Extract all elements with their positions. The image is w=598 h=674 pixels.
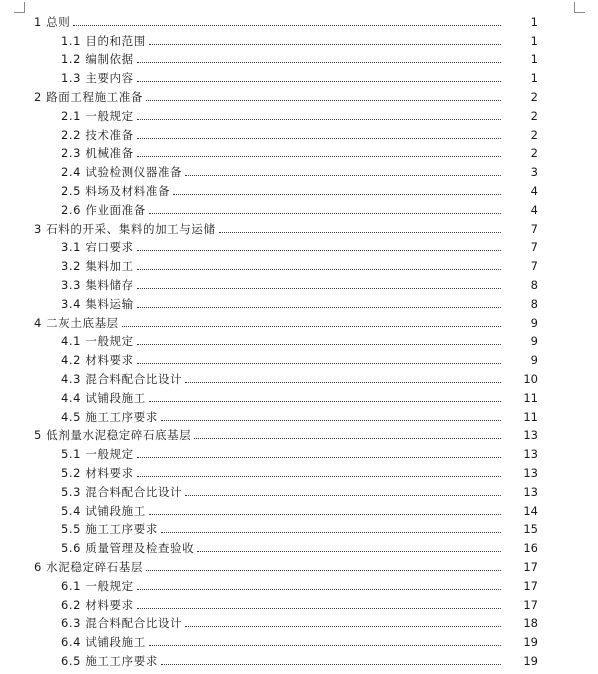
- toc-dot-leader: [161, 420, 501, 421]
- toc-dot-leader: [194, 438, 501, 439]
- toc-page-number: 1: [530, 33, 538, 48]
- toc-page-number: 17: [523, 597, 538, 612]
- toc-entry-section[interactable]: [0, 292, 598, 311]
- toc-entry-title[interactable]: 2 路面工程施工准备: [34, 89, 143, 104]
- toc-entry-title[interactable]: 5.2 材料要求: [61, 465, 134, 480]
- toc-entry-title[interactable]: 5.3 混合料配合比设计: [61, 484, 183, 499]
- toc-entry-title[interactable]: 2.6 作业面准备: [61, 202, 146, 217]
- toc-page-number: 17: [523, 559, 538, 574]
- toc-page-number: 8: [530, 277, 538, 292]
- toc-dot-leader: [137, 363, 501, 364]
- toc-entry-title[interactable]: 2.5 料场及材料准备: [61, 183, 171, 198]
- toc-dot-leader: [137, 288, 501, 289]
- toc-entry-section[interactable]: [0, 536, 598, 555]
- toc-entry-title[interactable]: 3.4 集料运输: [61, 296, 134, 311]
- toc-entry-chapter[interactable]: [0, 217, 598, 236]
- toc-entry-section[interactable]: [0, 66, 598, 85]
- toc-entry-section[interactable]: [0, 367, 598, 386]
- toc-entry-title[interactable]: 3 石料的开采、集料的加工与运储: [34, 221, 216, 236]
- toc-entry-title[interactable]: 4.3 混合料配合比设计: [61, 371, 183, 386]
- toc-entry-section[interactable]: [0, 104, 598, 123]
- toc-entry-title[interactable]: 4.4 试铺段施工: [61, 390, 146, 405]
- toc-entry-title[interactable]: 6 水泥稳定碎石基层: [34, 559, 143, 574]
- toc-entry-title[interactable]: 5.4 试铺段施工: [61, 503, 146, 518]
- toc-page-number: 9: [530, 334, 538, 349]
- toc-page-number: 15: [523, 522, 538, 537]
- toc-entry-title[interactable]: 1.1 目的和范围: [61, 33, 146, 48]
- toc-entry-title[interactable]: 6.5 施工工序要求: [61, 653, 158, 668]
- toc-dot-leader: [137, 250, 501, 251]
- toc-page-number: 19: [523, 653, 538, 668]
- toc-entry-title[interactable]: 3.2 集料加工: [61, 259, 134, 274]
- toc-dot-leader: [219, 232, 501, 233]
- toc-entry-title[interactable]: 2.4 试验检测仪器准备: [61, 165, 183, 180]
- toc-page-number: 11: [523, 390, 538, 405]
- toc-dot-leader: [161, 664, 501, 665]
- toc-entry-section[interactable]: [0, 442, 598, 461]
- toc-dot-leader: [137, 138, 501, 139]
- toc-entry-title[interactable]: 2.3 机械准备: [61, 146, 134, 161]
- toc-entry-title[interactable]: 5.5 施工工序要求: [61, 522, 158, 537]
- toc-dot-leader: [149, 44, 501, 45]
- toc-entry-title[interactable]: 6.2 材料要求: [61, 597, 134, 612]
- toc-dot-leader: [137, 269, 501, 270]
- toc-entry-title[interactable]: 5.1 一般规定: [61, 447, 134, 462]
- toc-entry-title[interactable]: 5.6 质量管理及检查验收: [61, 541, 195, 556]
- toc-entry-section[interactable]: [0, 405, 598, 424]
- toc-entry-section[interactable]: [0, 198, 598, 217]
- toc-entry-title[interactable]: 6.1 一般规定: [61, 578, 134, 593]
- toc-page-number: 9: [530, 315, 538, 330]
- toc-dot-leader: [137, 156, 501, 157]
- toc-page-number: 7: [530, 221, 538, 236]
- toc-dot-leader: [137, 608, 501, 609]
- toc-dot-leader: [137, 457, 501, 458]
- toc-entry-chapter[interactable]: [0, 555, 598, 574]
- toc-dot-leader: [73, 25, 501, 26]
- toc-dot-leader: [137, 589, 501, 590]
- toc-entry-title[interactable]: 3.3 集料储存: [61, 277, 134, 292]
- toc-dot-leader: [149, 213, 501, 214]
- toc-page-number: 2: [530, 108, 538, 123]
- toc-entry-section[interactable]: [0, 273, 598, 292]
- toc-entry-chapter[interactable]: [0, 424, 598, 443]
- toc-page-number: 19: [523, 635, 538, 650]
- toc-entry-section[interactable]: [0, 179, 598, 198]
- toc-entry-title[interactable]: 4 二灰土底基层: [34, 315, 119, 330]
- toc-entry-section[interactable]: [0, 630, 598, 649]
- toc-entry-section[interactable]: [0, 499, 598, 518]
- toc-entry-section[interactable]: [0, 518, 598, 537]
- toc-entry-title[interactable]: 6.4 试铺段施工: [61, 635, 146, 650]
- toc-entry-title[interactable]: 5 低剂量水泥稳定碎石底基层: [34, 428, 192, 443]
- toc-page-number: 14: [523, 503, 538, 518]
- toc-dot-leader: [149, 514, 501, 515]
- toc-entry-title[interactable]: 3.1 宕口要求: [61, 240, 134, 255]
- toc-entry-title[interactable]: 1 总则: [34, 14, 71, 29]
- toc-page-number: 2: [530, 146, 538, 161]
- toc-page-number: 4: [530, 183, 538, 198]
- toc-dot-leader: [137, 307, 501, 308]
- toc-page-number: 3: [530, 165, 538, 180]
- toc-page-number: 4: [530, 202, 538, 217]
- toc-entry-title[interactable]: 1.3 主要内容: [61, 71, 134, 86]
- toc-page-number: 9: [530, 353, 538, 368]
- toc-dot-leader: [137, 119, 501, 120]
- toc-entry-section[interactable]: [0, 386, 598, 405]
- toc-dot-leader: [173, 194, 501, 195]
- toc-entry-section[interactable]: [0, 612, 598, 631]
- toc-entry-title[interactable]: 4.1 一般规定: [61, 334, 134, 349]
- toc-entry-title[interactable]: 6.3 混合料配合比设计: [61, 616, 183, 631]
- toc-page-number: 17: [523, 578, 538, 593]
- toc-entry-chapter[interactable]: [0, 311, 598, 330]
- toc-dot-leader: [185, 626, 501, 627]
- toc-page-number: 2: [530, 89, 538, 104]
- toc-dot-leader: [197, 551, 501, 552]
- toc-entry-section[interactable]: [0, 574, 598, 593]
- toc-page-number: 18: [523, 616, 538, 631]
- toc-dot-leader: [122, 326, 501, 327]
- toc-entry-title[interactable]: 4.2 材料要求: [61, 353, 134, 368]
- toc-entry-section[interactable]: [0, 593, 598, 612]
- toc-entry-section[interactable]: [0, 123, 598, 142]
- toc-entry-section[interactable]: [0, 348, 598, 367]
- toc-page-number: 7: [530, 240, 538, 255]
- toc-entry-section[interactable]: [0, 48, 598, 67]
- toc-page-number: 1: [530, 14, 538, 29]
- toc-dot-leader: [149, 401, 501, 402]
- toc-page-number: 10: [523, 371, 538, 386]
- toc-entry-section[interactable]: [0, 236, 598, 255]
- toc-entry-section[interactable]: [0, 142, 598, 161]
- toc-entry-title[interactable]: 2.2 技术准备: [61, 127, 134, 142]
- toc-page-number: 1: [530, 52, 538, 67]
- toc-dot-leader: [137, 476, 501, 477]
- toc-page-number: 13: [523, 465, 538, 480]
- toc-dot-leader: [137, 62, 501, 63]
- table-of-contents: [0, 10, 598, 668]
- toc-dot-leader: [185, 495, 501, 496]
- toc-dot-leader: [149, 645, 501, 646]
- toc-entry-title[interactable]: 4.5 施工工序要求: [61, 409, 158, 424]
- toc-page-number: 2: [530, 127, 538, 142]
- toc-dot-leader: [137, 344, 501, 345]
- toc-page-number: 8: [530, 296, 538, 311]
- toc-entry-section[interactable]: [0, 461, 598, 480]
- toc-dot-leader: [137, 81, 501, 82]
- toc-dot-leader: [185, 175, 501, 176]
- toc-dot-leader: [161, 532, 501, 533]
- toc-page-number: 13: [523, 428, 538, 443]
- toc-page-number: 13: [523, 484, 538, 499]
- toc-entry-chapter[interactable]: [0, 85, 598, 104]
- toc-entry-section[interactable]: [0, 480, 598, 499]
- toc-dot-leader: [185, 382, 501, 383]
- toc-dot-leader: [146, 570, 501, 571]
- toc-entry-section[interactable]: [0, 330, 598, 349]
- toc-page-number: 1: [530, 71, 538, 86]
- toc-entry-title[interactable]: 2.1 一般规定: [61, 108, 134, 123]
- toc-page-number: 7: [530, 259, 538, 274]
- toc-entry-section[interactable]: [0, 160, 598, 179]
- toc-page-number: 11: [523, 409, 538, 424]
- toc-page-number: 13: [523, 447, 538, 462]
- toc-dot-leader: [146, 100, 501, 101]
- toc-entry-chapter[interactable]: [0, 10, 598, 29]
- toc-entry-section[interactable]: [0, 29, 598, 48]
- toc-entry-section[interactable]: [0, 649, 598, 668]
- toc-entry-title[interactable]: 1.2 编制依据: [61, 52, 134, 67]
- toc-page-number: 16: [523, 541, 538, 556]
- toc-entry-section[interactable]: [0, 254, 598, 273]
